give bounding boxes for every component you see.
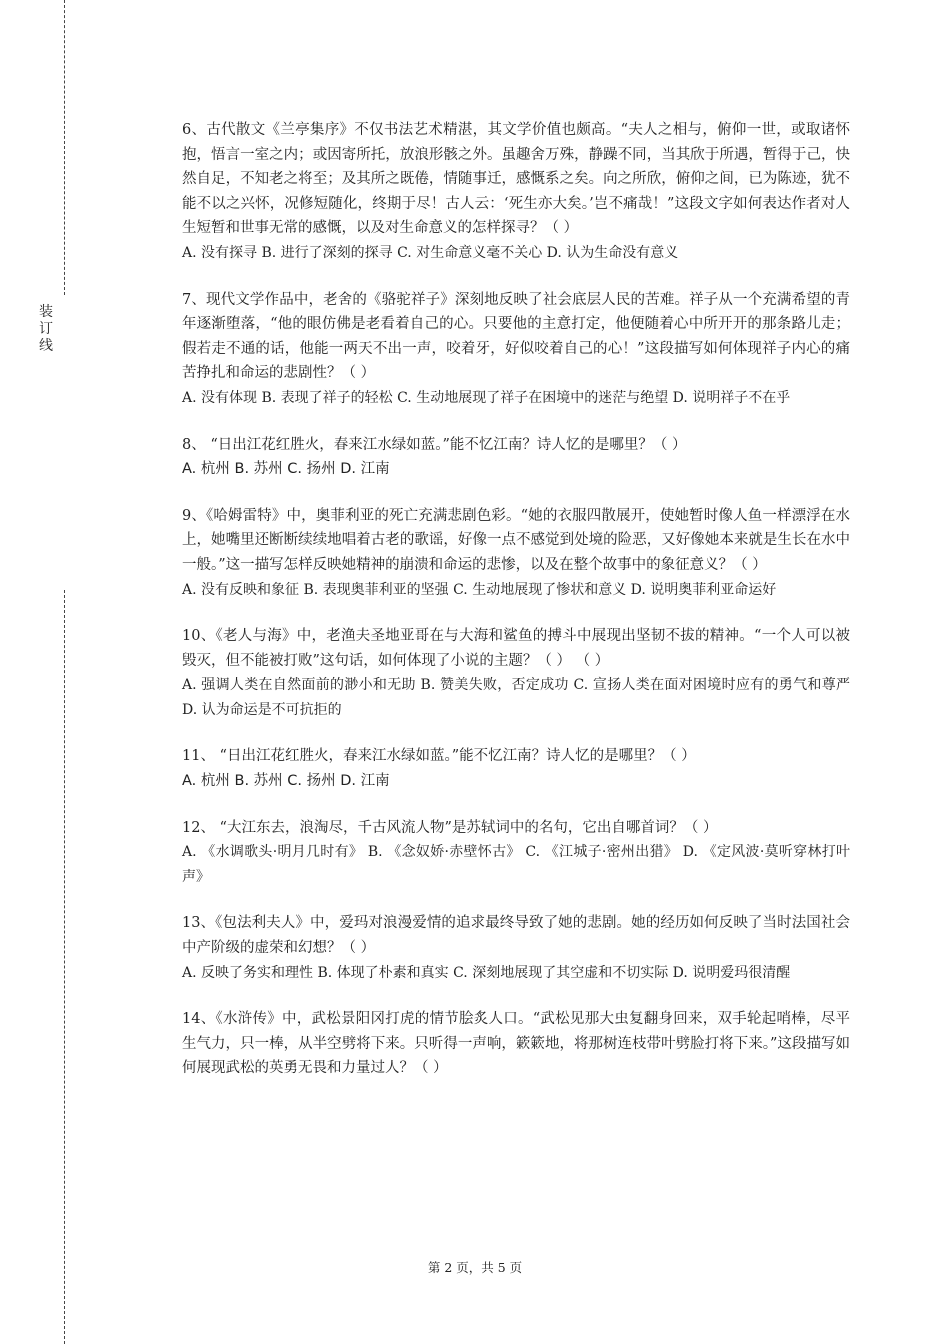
question-text: 6、古代散文《兰亭集序》不仅书法艺术精湛，其文学价值也颇高。“夫人之相与，俯仰一世，或取诸怀抱，悟言一室之内；或因寄所托，放浪形骸之外。虽趣舍万殊，静躁不同，当其欣于所遇，暂得于己，快然自足，不知老之将至；及其所之既倦，情随事迁，感慨系之矣。向之所欣，俯仰之间，已为陈迹，犹不能不以之兴怀，况修短随化，终期于尽！古人云：‘死生亦大矣。’岂不痛哉！”这段文字如何表达作者对人生短暂和世事无常的感慨，以及对生命意义的怎样探寻？（ ） [182,122,850,237]
binding-dashed-line-top [64,0,65,295]
question-text: 13、《包法利夫人》中，爱玛对浪漫爱情的追求最终导致了她的悲剧。她的经历如何反映了当时法国社会中产阶级的虚荣和幻想？（ ） [182,915,850,957]
binding-dashed-line-bottom [64,590,65,1344]
question-9 [182,504,850,602]
question-options: A. 没有反映和象征 B. 表现奥菲利亚的坚强 C. 生动地展现了惨状和意义 D. 说明奥菲利亚命运好 [182,581,777,598]
page-number-footer: 第 2 页，共 5 页 [427,1260,523,1275]
question-text: 12、 “大江东去，浪淘尽，千古风流人物”是苏轼词中的名句，它出自哪首词？（ ） [182,819,718,836]
binding-label [38,304,54,355]
question-options: A. 没有体现 B. 表现了祥子的轻松 C. 生动地展现了祥子在困境中的迷茫与绝望 D. 说明祥子不在乎 [182,389,791,406]
question-8 [182,433,850,482]
question-options: A. 杭州 B. 苏州 C. 扬州 D. 江南 [182,461,390,478]
question-14 [182,1007,850,1081]
question-options: A. 强调人类在自然面前的渺小和无助 B. 赞美失败，否定成功 C. 宣扬人类在面对困境时应有的勇气和尊严 D. 认为命运是不可抗拒的 [182,677,850,718]
question-options: A. 杭州 B. 苏州 C. 扬州 D. 江南 [182,773,390,790]
question-11 [182,744,850,793]
question-text: 10、《老人与海》中，老渔夫圣地亚哥在与大海和鲨鱼的搏斗中展现出坚韧不拔的精神。“一个人可以被毁灭，但不能被打败”这句话，如何体现了小说的主题？（ ） （ ） [182,628,850,669]
question-12 [182,816,850,890]
question-10 [182,624,850,722]
question-text: 8、 “日出江花红胜火，春来江水绿如蓝。”能不忆江南？诗人忆的是哪里？（ ） [182,436,687,453]
question-text: 11、 “日出江花红胜火，春来江水绿如蓝。”能不忆江南？诗人忆的是哪里？（ ） [182,748,696,765]
question-13 [182,911,850,985]
question-options: A. 《水调歌头·明月几时有》 B. 《念奴娇·赤壁怀古》 C. 《江城子·密州出猎》 D. 《定风波·莫听穿林打叶声》 [182,844,850,885]
question-text: 7、现代文学作品中，老舍的《骆驼祥子》深刻地反映了社会底层人民的苦难。祥子从一个充满希望的青年逐渐堕落，“他的眼仿佛是老看着自己的心。只要他的主意打定，他便随着心中所开开的那条路儿走；假若走不通的话，他能一两天不出一声，咬着牙，好似咬着自己的心！”这段描写如何体现祥子内心的痛苦挣扎和命运的悲剧性？（ ） [182,291,850,382]
binding-label-char: 订 [39,321,53,337]
binding-label-char: 装 [39,304,53,320]
question-6 [182,118,850,266]
binding-label-char: 线 [39,338,53,354]
question-7 [182,288,850,411]
question-list [182,118,850,1103]
question-options: A. 反映了务实和理性 B. 体现了朴素和真实 C. 深刻地展现了其空虚和不切实际 D. 说明爱玛很清醒 [182,964,791,981]
question-options: A. 没有探寻 B. 进行了深刻的探寻 C. 对生命意义毫不关心 D. 认为生命没有意义 [182,244,679,261]
question-text: 9、《哈姆雷特》中，奥菲利亚的死亡充满悲剧色彩。“她的衣服四散展开，使她暂时像人鱼一样漂浮在水上，她嘴里还断断续续地唱着古老的歌谣，好像一点不感觉到处境的险恶，又好像她本来就是生长在水中一般。”这一描写怎样反映她精神的崩溃和命运的悲惨，以及在整个故事中的象征意义？（ ） [182,507,850,573]
question-text: 14、《水浒传》中，武松景阳冈打虎的情节脍炙人口。“武松见那大虫复翻身回来，双手轮起哨棒，尽平生气力，只一棒，从半空劈将下来。只听得一声响，簌簌地，将那树连枝带叶劈脸打将下来。”这段描写如何展现武松的英勇无畏和力量过人？（ ） [182,1011,850,1077]
